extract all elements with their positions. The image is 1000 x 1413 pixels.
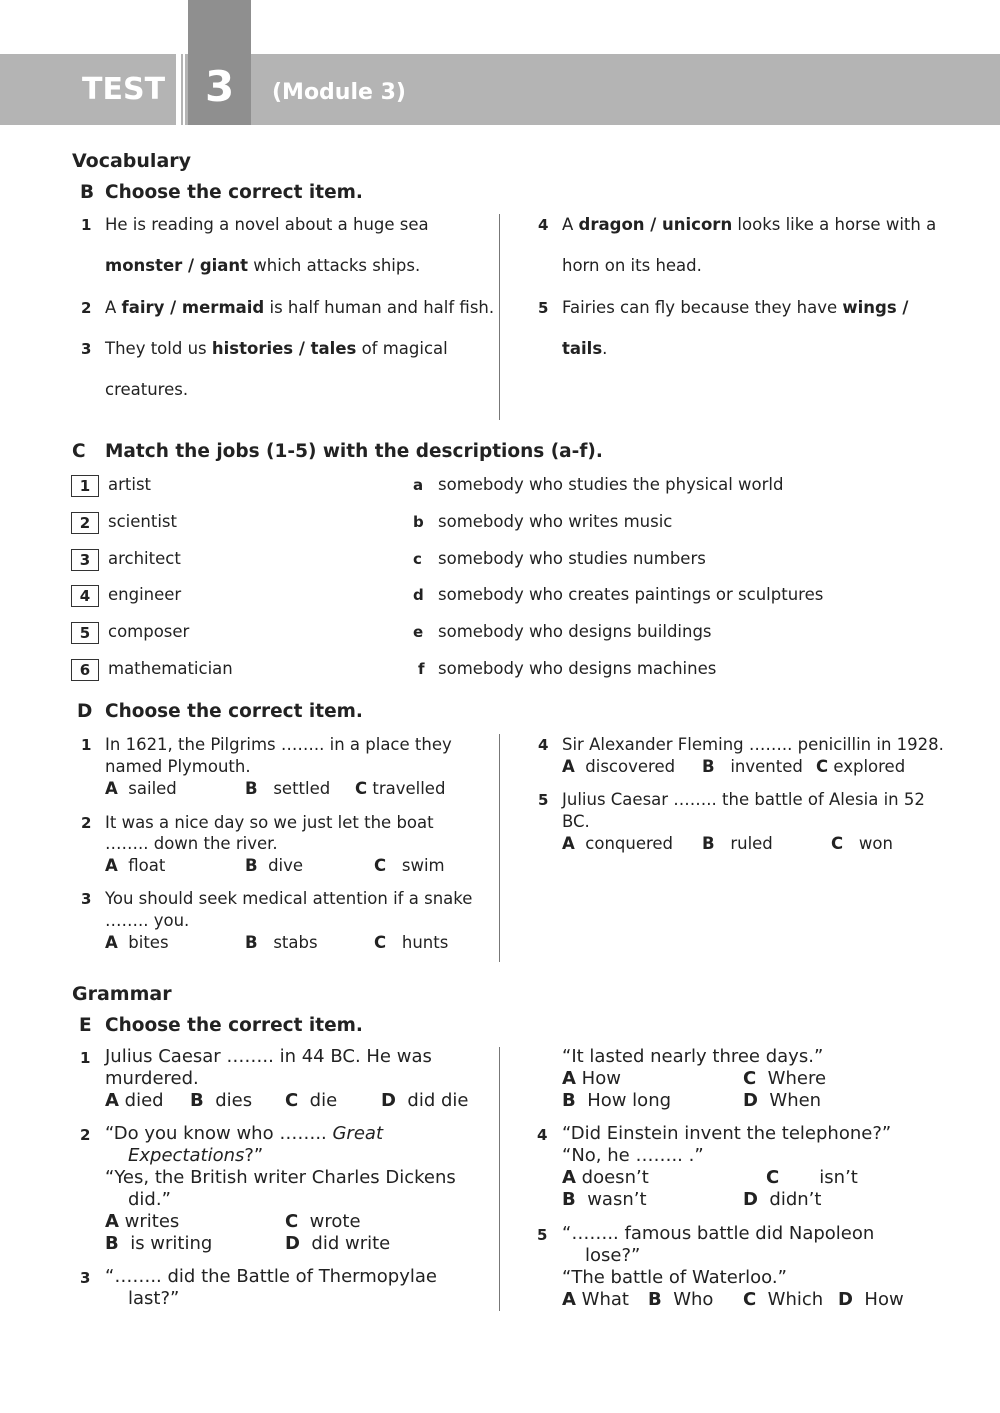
d-q1-line2: named Plymouth.	[105, 757, 251, 776]
e-q1-option-d[interactable]: D did die	[381, 1090, 469, 1111]
header-separator	[176, 0, 181, 125]
description-letter: b	[413, 513, 424, 531]
d-q2-number: 2	[81, 814, 92, 832]
b-q1-options[interactable]: monster / giant	[105, 256, 249, 275]
test-number: 3	[205, 62, 235, 111]
e-q4-number: 4	[537, 1126, 548, 1144]
e-q3-number: 3	[80, 1269, 91, 1287]
b-q3-options[interactable]: histories / tales	[211, 339, 357, 358]
e-q1-number: 1	[80, 1049, 91, 1067]
e-q4-line2: “No, he …….. .”	[562, 1145, 704, 1166]
description-text: somebody who studies numbers	[438, 549, 706, 568]
b-q1-line1: He is reading a novel about a huge sea	[105, 215, 429, 234]
d-q3-option-a[interactable]: A bites	[105, 933, 169, 952]
e-q5-option-b[interactable]: B Who	[648, 1289, 714, 1310]
section-b-letter: B	[80, 182, 95, 203]
e-q3-option-a[interactable]: A How	[562, 1068, 621, 1089]
section-c-letter: C	[72, 441, 86, 462]
e-q5-option-a[interactable]: A What	[562, 1289, 629, 1310]
e-q2-line1: “Do you know who …….. Great	[105, 1123, 383, 1144]
d-q2-line2: …….. down the river.	[105, 834, 278, 853]
e-q4-line1: “Did Einstein invent the telephone?”	[562, 1123, 892, 1144]
d-q2-option-a[interactable]: A float	[105, 856, 166, 875]
d-q5-option-a[interactable]: A conquered	[562, 834, 674, 853]
e-q2-option-c[interactable]: C wrote	[285, 1211, 361, 1232]
e-q2-line2: Expectations?”	[128, 1145, 264, 1166]
e-q2-line3: “Yes, the British writer Charles Dickens	[105, 1167, 456, 1188]
module-label: (Module 3)	[272, 80, 406, 105]
job-number-box[interactable]: 2	[71, 512, 99, 534]
e-q5-number: 5	[537, 1226, 548, 1244]
d-q3-number: 3	[81, 890, 92, 908]
d-q3-line1: You should seek medical attention if a snake	[105, 889, 473, 908]
d-q5-option-c[interactable]: C won	[831, 834, 893, 853]
column-divider	[499, 214, 500, 420]
b-q4-options[interactable]: dragon / unicorn	[578, 215, 733, 234]
e-q2-option-a[interactable]: A writes	[105, 1211, 180, 1232]
test-label: TEST	[82, 72, 166, 107]
description-letter: c	[413, 550, 422, 568]
e-q1-line2: murdered.	[105, 1068, 199, 1089]
d-q4-line1: Sir Alexander Fleming …….. penicillin in 1928.	[562, 735, 944, 754]
e-q2-option-d[interactable]: D did write	[285, 1233, 391, 1254]
e-q1-option-a[interactable]: A died	[105, 1090, 164, 1111]
section-d-instruction: Choose the correct item.	[105, 701, 363, 722]
header-separator	[183, 0, 185, 125]
b-q1-line2: monster / giant which attacks ships.	[105, 256, 421, 275]
job-label: engineer	[108, 585, 182, 604]
d-q1-number: 1	[81, 736, 92, 754]
d-q4-option-c[interactable]: C explored	[816, 757, 906, 776]
b-q3-line1: They told us histories / tales of magical	[105, 339, 448, 358]
d-q1-option-a[interactable]: A sailed	[105, 779, 177, 798]
e-q2-number: 2	[80, 1126, 91, 1144]
section-d-letter: D	[77, 701, 93, 722]
d-q3-line2: …….. you.	[105, 911, 190, 930]
d-q4-option-a[interactable]: A discovered	[562, 757, 676, 776]
e-q1-option-c[interactable]: C die	[285, 1090, 338, 1111]
e-q3-line1: “…….. did the Battle of Thermopylae	[105, 1266, 437, 1287]
job-label: artist	[108, 475, 152, 494]
d-q4-option-b[interactable]: B invented	[702, 757, 803, 776]
e-q1-option-b[interactable]: B dies	[190, 1090, 253, 1111]
e-q5-line3: “The battle of Waterloo.”	[562, 1267, 787, 1288]
e-q3-option-c[interactable]: C Where	[743, 1068, 827, 1089]
d-q1-line1: In 1621, the Pilgrims …….. in a place they	[105, 735, 452, 754]
job-number-box[interactable]: 1	[71, 475, 99, 497]
e-q3-option-b[interactable]: B How long	[562, 1090, 672, 1111]
e-q3-option-d[interactable]: D When	[743, 1090, 822, 1111]
e-q4-option-c[interactable]: C isn’t	[766, 1167, 858, 1188]
job-label: mathematician	[108, 659, 233, 678]
b-q4-line1: A dragon / unicorn looks like a horse with a	[562, 215, 937, 234]
b-q5-option-2[interactable]: tails	[562, 339, 603, 358]
b-q3-line2: creatures.	[105, 380, 189, 399]
e-q4-option-b[interactable]: B wasn’t	[562, 1189, 647, 1210]
section-e-instruction: Choose the correct item.	[105, 1015, 363, 1036]
description-letter: d	[413, 586, 424, 604]
d-q1-option-c[interactable]: C travelled	[355, 779, 446, 798]
section-b-instruction: Choose the correct item.	[105, 182, 363, 203]
grammar-title: Grammar	[72, 983, 172, 1005]
e-q4-option-d[interactable]: D didn’t	[743, 1189, 822, 1210]
e-q2-line4: did.”	[128, 1189, 171, 1210]
d-q1-option-b[interactable]: B settled	[245, 779, 331, 798]
e-q3-line2: last?”	[128, 1288, 180, 1309]
d-q2-option-c[interactable]: C swim	[374, 856, 445, 875]
d-q4-number: 4	[538, 736, 549, 754]
d-q5-line1: Julius Caesar …….. the battle of Alesia in 52	[562, 790, 925, 809]
b-q3-number: 3	[81, 340, 92, 358]
description-text: somebody who designs buildings	[438, 622, 712, 641]
e-q2-option-b[interactable]: B is writing	[105, 1233, 213, 1254]
job-label: architect	[108, 549, 181, 568]
job-label: scientist	[108, 512, 177, 531]
e-q4-option-a[interactable]: A doesn’t	[562, 1167, 649, 1188]
b-q4-number: 4	[538, 216, 549, 234]
d-q3-option-c[interactable]: C hunts	[374, 933, 449, 952]
column-divider	[499, 1047, 500, 1311]
description-letter: a	[413, 476, 424, 494]
description-text: somebody who creates paintings or sculptures	[438, 585, 824, 604]
job-number-box[interactable]: 5	[71, 622, 99, 644]
d-q2-option-b[interactable]: B dive	[245, 856, 304, 875]
e-q5-option-d[interactable]: D How	[838, 1289, 904, 1310]
job-label: composer	[108, 622, 190, 641]
section-c-instruction: Match the jobs (1-5) with the descriptions (a-f).	[105, 441, 603, 462]
d-q5-line2: BC.	[562, 812, 590, 831]
e-q3-line3: “It lasted nearly three days.”	[562, 1046, 824, 1067]
description-text: somebody who designs machines	[438, 659, 717, 678]
e-q5-option-c[interactable]: C Which	[743, 1289, 824, 1310]
job-number-box[interactable]: 3	[71, 549, 99, 571]
description-letter: e	[413, 623, 424, 641]
b-q4-line2: horn on its head.	[562, 256, 702, 275]
b-q5-line1: Fairies can fly because they have wings /	[562, 298, 909, 317]
job-number-box[interactable]: 4	[71, 585, 99, 607]
description-letter: f	[418, 660, 425, 678]
d-q5-number: 5	[538, 791, 549, 809]
d-q2-line1: It was a nice day so we just let the boat	[105, 813, 434, 832]
b-q1-number: 1	[81, 216, 92, 234]
b-q5-number: 5	[538, 299, 549, 317]
e-q1-line1: Julius Caesar …….. in 44 BC. He was	[105, 1046, 432, 1067]
d-q5-option-b[interactable]: B ruled	[702, 834, 773, 853]
e-q5-line2: lose?”	[585, 1245, 641, 1266]
b-q5-line2: tails.	[562, 339, 608, 358]
b-q2-number: 2	[81, 299, 92, 317]
job-number-box[interactable]: 6	[71, 659, 99, 681]
column-divider	[499, 734, 500, 962]
b-q2-options[interactable]: fairy / mermaid	[121, 298, 265, 317]
b-q5-option-1[interactable]: wings /	[842, 298, 909, 317]
vocabulary-title: Vocabulary	[72, 150, 192, 172]
description-text: somebody who writes music	[438, 512, 673, 531]
description-text: somebody who studies the physical world	[438, 475, 784, 494]
section-e-letter: E	[79, 1015, 92, 1036]
d-q3-option-b[interactable]: B stabs	[245, 933, 318, 952]
e-q5-line1: “…….. famous battle did Napoleon	[562, 1223, 875, 1244]
b-q2-line1: A fairy / mermaid is half human and half fish.	[105, 298, 495, 317]
